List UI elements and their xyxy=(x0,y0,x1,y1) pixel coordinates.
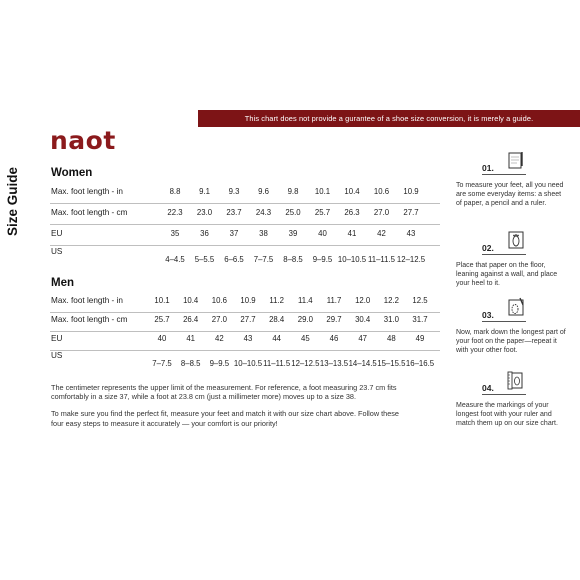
men-cell: 31.7 xyxy=(412,315,428,324)
men-cell: 13–13.5 xyxy=(319,359,349,368)
men-cell: 16–16.5 xyxy=(405,359,435,368)
men-cell: 7–7.5 xyxy=(152,359,172,368)
men-cell: 10.4 xyxy=(183,296,199,305)
men-cell: 9–9.5 xyxy=(209,359,230,368)
women-cell: 35 xyxy=(170,229,180,238)
men-cell: 12.5 xyxy=(412,296,428,305)
men-section-title: Men xyxy=(51,277,74,289)
men-row-label: Max. foot length - cm xyxy=(51,315,128,324)
men-cell: 46 xyxy=(329,334,339,343)
women-row-label: Max. foot length - cm xyxy=(51,208,128,217)
brand-logo: naot xyxy=(50,126,116,155)
step-2 xyxy=(456,230,568,290)
women-cell: 10.4 xyxy=(344,187,360,196)
men-row-label: US xyxy=(51,351,63,360)
men-cell: 10.1 xyxy=(154,296,170,305)
paper-pencil-icon xyxy=(506,150,526,175)
step-number: 03. xyxy=(482,310,494,320)
women-row-divider xyxy=(50,203,440,204)
women-cell: 9.6 xyxy=(258,187,269,196)
men-row-divider xyxy=(50,312,440,313)
men-cell: 49 xyxy=(415,334,425,343)
disclaimer-banner: This chart does not provide a gurantee of a shoe size conversion, it is merely a guide. xyxy=(198,110,580,127)
women-cell: 10–10.5 xyxy=(337,255,367,264)
women-row-divider xyxy=(50,224,440,225)
men-cell: 15–15.5 xyxy=(377,359,406,368)
women-cell: 43 xyxy=(406,229,416,238)
women-cell: 9–9.5 xyxy=(312,255,333,264)
size-guide-title: Size Guide xyxy=(5,166,20,236)
men-cell: 12.0 xyxy=(355,296,371,305)
women-row-divider xyxy=(50,245,440,246)
men-cell: 27.0 xyxy=(211,315,227,324)
men-cell: 10.9 xyxy=(240,296,256,305)
women-cell: 27.0 xyxy=(373,208,390,217)
men-cell: 12.2 xyxy=(383,296,399,305)
men-cell: 42 xyxy=(214,334,224,343)
men-cell: 25.7 xyxy=(154,315,170,324)
step-4 xyxy=(456,370,568,430)
step-description: Now, mark down the longest part of your foot on the paper—repeat it with your other foot. xyxy=(456,329,566,354)
measurement-notes xyxy=(51,383,401,436)
women-row-label: US xyxy=(51,247,63,256)
women-cell: 5–5.5 xyxy=(194,255,215,264)
men-cell: 30.4 xyxy=(355,315,371,324)
women-cell: 24.3 xyxy=(255,208,272,217)
men-cell: 47 xyxy=(358,334,367,343)
step-1 xyxy=(456,150,568,210)
men-cell: 27.7 xyxy=(240,315,256,324)
men-cell: 48 xyxy=(386,334,396,343)
women-cell: 10.6 xyxy=(373,187,390,196)
men-cell: 29.7 xyxy=(326,315,342,324)
note-upper-limit: The centimeter represents the upper limit of the measurement. For reference, a foot measuring 23.7 cm fits comfortably in a size 37, while a foot at 23.8 cm (just a millimeter more) moves up to a size 38. xyxy=(51,383,397,402)
men-cell: 8–8.5 xyxy=(180,359,201,368)
women-cell: 9.8 xyxy=(287,187,299,196)
step-3 xyxy=(456,297,568,357)
women-cell: 27.7 xyxy=(403,208,419,217)
women-cell: 40 xyxy=(318,229,327,238)
women-cell: 6–6.5 xyxy=(224,255,244,264)
women-cell: 41 xyxy=(347,229,357,238)
men-cell: 40 xyxy=(157,334,167,343)
women-cell: 37 xyxy=(229,229,239,238)
men-cell: 14–14.5 xyxy=(348,359,377,368)
men-cell: 41 xyxy=(186,334,195,343)
women-row-label: EU xyxy=(51,229,63,238)
men-row-divider xyxy=(50,350,440,351)
women-cell: 26.3 xyxy=(344,208,360,217)
women-row-label: Max. foot length - in xyxy=(51,187,123,196)
men-cell: 11.4 xyxy=(298,296,313,305)
women-cell: 23.0 xyxy=(196,208,213,217)
women-cell: 9.3 xyxy=(228,187,240,196)
men-cell: 26.4 xyxy=(183,315,199,324)
women-cell: 36 xyxy=(200,229,209,238)
men-cell: 10.6 xyxy=(211,296,227,305)
ruler-measure-icon xyxy=(506,370,526,395)
women-cell: 7–7.5 xyxy=(253,255,274,264)
women-cell: 8.8 xyxy=(169,187,181,196)
men-cell: 44 xyxy=(272,334,281,343)
women-cell: 11–11.5 xyxy=(367,255,396,264)
women-cell: 4–4.5 xyxy=(165,255,185,264)
foot-tracing-icon xyxy=(506,297,526,322)
men-cell: 12–12.5 xyxy=(291,359,320,368)
women-cell: 9.1 xyxy=(199,187,210,196)
women-cell: 12–12.5 xyxy=(396,255,426,264)
men-cell: 31.0 xyxy=(383,315,399,324)
step-description: To measure your feet, all you need are some everyday items: a sheet of paper, a pencil and a ruler. xyxy=(456,182,564,207)
step-number: 02. xyxy=(482,243,494,253)
women-cell: 8–8.5 xyxy=(283,255,303,264)
men-cell: 28.4 xyxy=(269,315,285,324)
men-row-label: EU xyxy=(51,334,63,343)
men-cell: 11.2 xyxy=(269,296,284,305)
women-cell: 25.7 xyxy=(314,208,331,217)
women-cell: 25.0 xyxy=(285,208,301,217)
women-cell: 10.9 xyxy=(403,187,419,196)
step-number: 01. xyxy=(482,163,494,173)
men-row-label: Max. foot length - in xyxy=(51,296,123,305)
foot-on-paper-icon xyxy=(506,230,526,255)
men-row-divider xyxy=(50,331,440,332)
men-cell: 29.0 xyxy=(297,315,313,324)
step-description: Place that paper on the floor, leaning against a wall, and place your heel to it. xyxy=(456,262,558,287)
men-cell: 11–11.5 xyxy=(263,359,291,368)
step-description: Measure the markings of your longest foot with your ruler and match them up on our size chart. xyxy=(456,402,558,427)
women-cell: 10.1 xyxy=(314,187,331,196)
women-cell: 22.3 xyxy=(167,208,183,217)
women-section-title: Women xyxy=(51,167,93,179)
men-cell: 45 xyxy=(300,334,310,343)
step-number: 04. xyxy=(482,383,494,393)
women-cell: 39 xyxy=(288,229,298,238)
note-measure-instructions: To make sure you find the perfect fit, measure your feet and match it with our size chart above. Follow these four easy steps to measure it accurately — your comfort is our priority! xyxy=(51,409,399,428)
women-cell: 42 xyxy=(377,229,386,238)
men-cell: 11.7 xyxy=(326,296,342,305)
women-cell: 38 xyxy=(259,229,268,238)
women-cell: 23.7 xyxy=(226,208,242,217)
men-cell: 43 xyxy=(243,334,253,343)
men-cell: 10–10.5 xyxy=(233,359,263,368)
